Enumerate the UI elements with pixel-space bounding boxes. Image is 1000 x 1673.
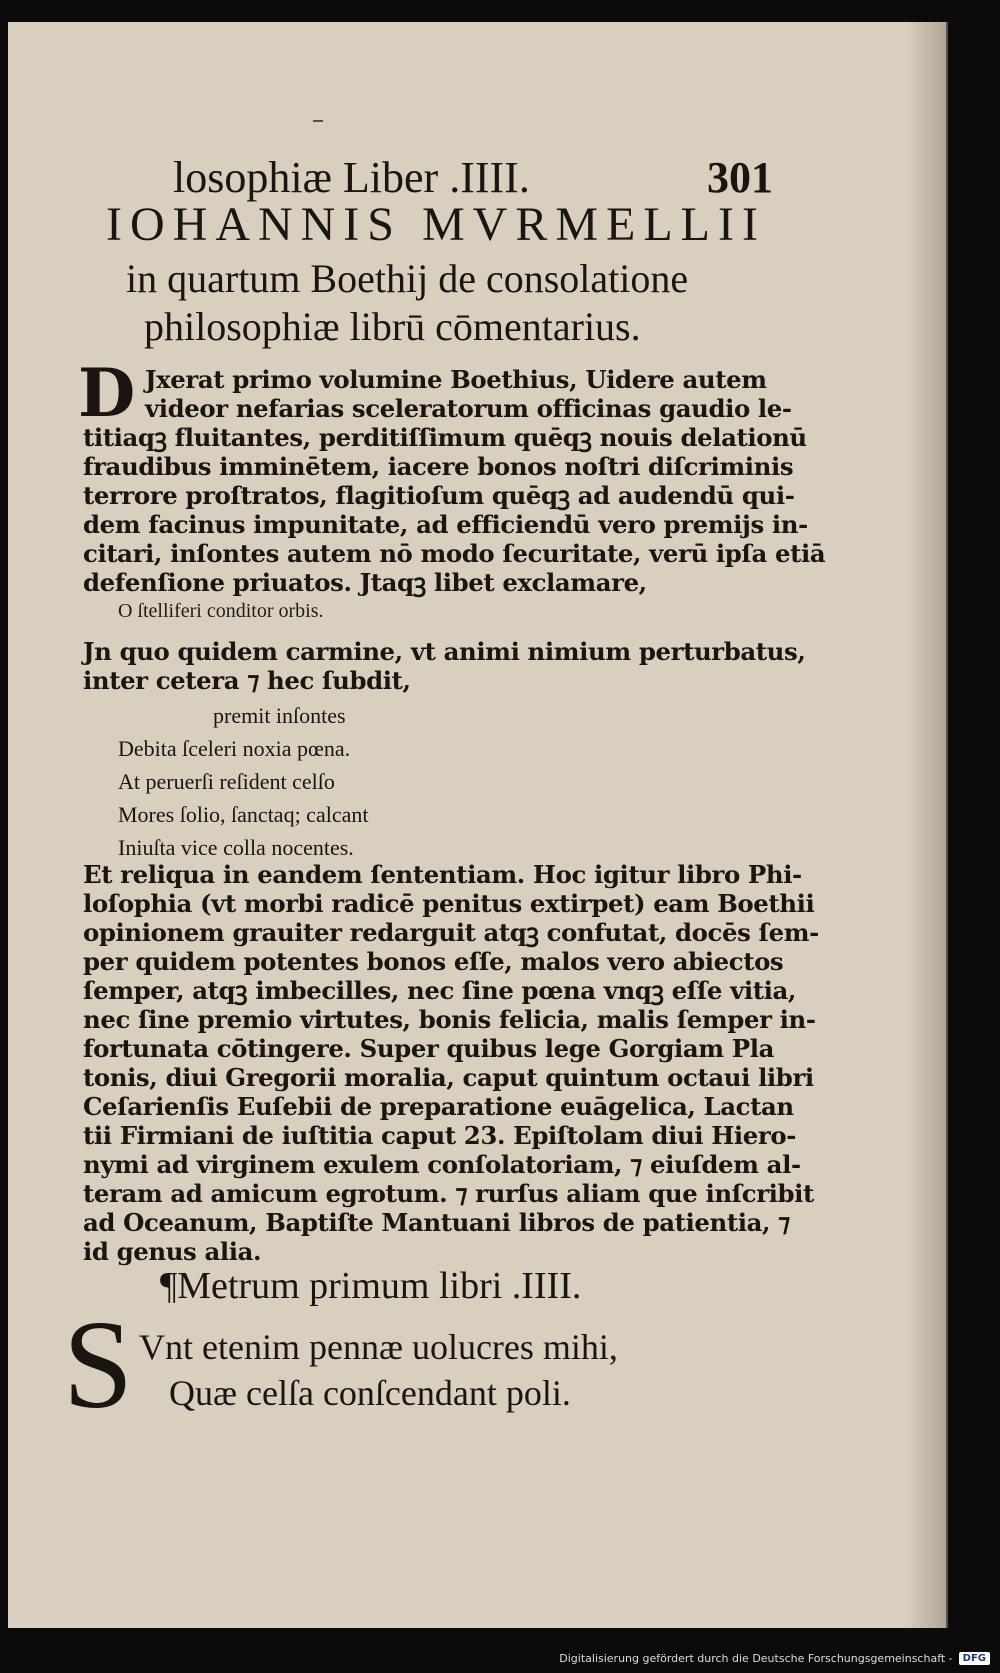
text-line: inter cetera ⁊ hec ſubdit, [83,666,411,695]
verse-line: Iniuſta vice colla nocentes. [118,835,354,860]
text-line: nec ſine premio virtutes, bonis felicia, malis ſemper in- [83,1005,816,1034]
verse-line: premit inſontes [213,703,346,728]
digitization-credit [559,1649,990,1667]
page-number: 301 [707,153,773,202]
book-page [8,22,948,1628]
subtitle-line: philosophiæ librū cōmentarius. [144,304,641,349]
text-line: loſophia (vt morbi radicē penitus extirpet) eam Boethii [83,889,815,918]
text-line: videor nefarias sceleratorum officinas gaudio le- [145,394,792,423]
text-line: ad Oceanum, Baptiſte Mantuani libros de patientia, ⁊ [83,1208,790,1237]
commentary-paragraph-1 [78,354,826,597]
text-line: Ceſarienſis Euſebii de preparatione euāgelica, Lactan [83,1092,794,1121]
verse-line: Mores ſolio, ſanctaq; calcant [118,802,369,827]
text-line: fortunata cōtingere. Super quibus lege Gorgiam Pla [83,1034,774,1063]
text-line: Jn quo quidem carmine, vt animi nimium perturbatus, [83,637,806,666]
work-subtitle [126,255,688,351]
page-mark [313,120,323,122]
text-line: teram ad amicum egrotum. ⁊ rurſus aliam que inſcribit [83,1179,814,1208]
metrum-heading: ¶Metrum primum libri .IIII. [160,1265,582,1307]
poem-line: Quæ celſa conſcendant poli. [169,1373,571,1413]
credit-text: Digitalisierung gefördert durch die Deutsche Forschungsgemeinschaft - [559,1651,953,1665]
verse-line: Debita ſceleri noxia pœna. [118,736,351,761]
author-heading: IOHANNIS MVRMELLII [106,198,766,251]
text-line: Jxerat primo volumine Boethius, Uidere autem [145,365,767,394]
drop-cap: D [78,354,135,432]
running-head-title: losophiæ Liber .IIII. [173,153,530,202]
page-edge-shadow [906,22,946,1628]
poem-initial: S [63,1296,134,1435]
text-line: tonis, diui Gregorii moralia, caput quintum octaui libri [83,1063,814,1092]
text-line: opinionem grauiter redarguit atqꝫ confutat, docēs ſem- [83,918,819,947]
text-line: tii Firmiani de iuſtitia caput 23. Epiſtolam diui Hiero- [83,1121,796,1150]
dfg-logo-icon: DFG [959,1652,990,1665]
subtitle-line: in quartum Boethij de consolatione [126,256,689,301]
text-line: dem facinus impunitate, ad efficiendū vero premijs in- [83,510,808,539]
text-line: ſemper, atqꝫ imbecilles, nec ſine pœna vnqꝫ eſſe vitia, [83,976,796,1005]
verse-quotation [118,699,368,864]
text-line: citari, inſontes autem nō modo ſecuritate, verū ipſa etiā [83,539,826,568]
commentary-paragraph-2 [83,637,806,695]
text-line: titiaqꝫ fluitantes, perditiſſimum quēqꝫ nouis delationū [83,423,807,452]
text-line: defenſione priuatos. Jtaqꝫ libet exclamare, [83,568,647,597]
text-line: nymi ad virginem exulem conſolatoriam, ⁊ eiuſdem al- [83,1150,801,1179]
text-line: per quidem potentes bonos eſſe, malos vero abiectos [83,947,784,976]
poem-line: Vnt etenim pennæ uolucres mihi, [139,1327,618,1367]
text-line: id genus alia. [83,1237,262,1266]
text-line: fraudibus imminētem, iacere bonos noſtri diſcriminis [83,452,794,481]
text-line: terrore proſtratos, flagitioſum quēqꝫ ad audendū qui- [83,481,795,510]
verse-incipit: O ſtelliferi conditor orbis. [118,600,324,622]
verse-line: At peruerſi reſident celſo [118,769,335,794]
metrum-poem [63,1296,763,1435]
text-line: Et reliqua in eandem ſententiam. Hoc igitur libro Phi- [83,860,802,889]
commentary-paragraph-3 [83,860,819,1266]
